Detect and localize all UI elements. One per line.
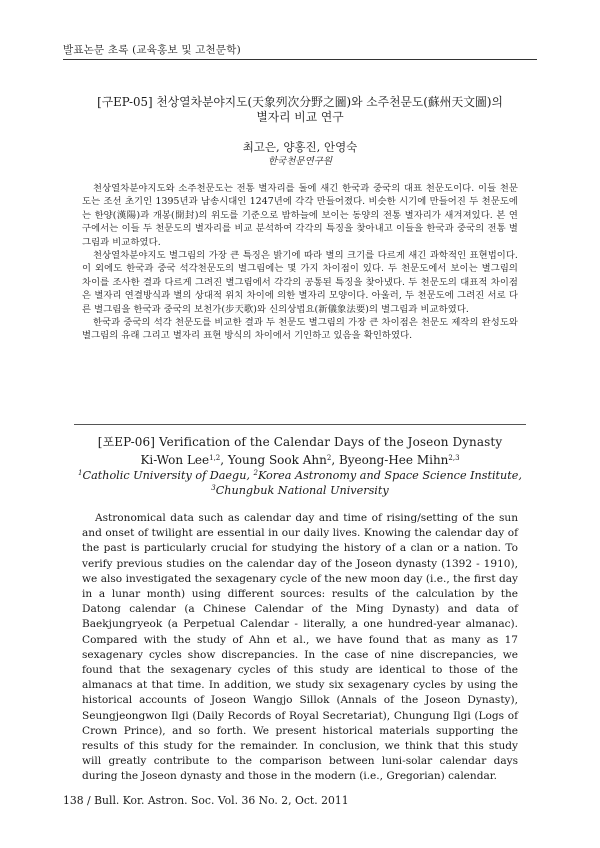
english-affiliations-line-2 xyxy=(70,484,530,497)
korean-abstract-body xyxy=(82,182,518,343)
page-footer: 138 / Bull. Kor. Astron. Soc. Vol. 36 No. 2, Oct. 2011 xyxy=(63,794,349,807)
korean-paragraph: 천상열차분야지도와 소주천문도는 전통 별자리를 돌에 새긴 한국과 중국의 대표 천문도이다. 이들 천문도는 조선 초기인 1395년과 남송시대인 1247년에 각각 만들어졌다. 비슷한 시기에 만들어진 두 천문도에는 한양(漢陽)과 개봉(開封)의 위도를 기준으로 밤하늘에 보이는 동양의 전통 별자리가 새겨져있다. 본 연구에서는 이들 두 천문도의 별자리를 비교 분석하여 각각의 특징을 찾아내고 이들을 한국과 중국의 전통 별그림과 비교하였다. xyxy=(82,183,518,248)
author-affil-mark: 2,3 xyxy=(448,454,460,462)
author-name: Young Sook Ahn xyxy=(227,453,327,467)
korean-paragraph: 천상열차분야지도 별그림의 가장 큰 특징은 밝기에 따라 별의 크기를 다르게 새긴 과학적인 표현법이다. 이 외에도 한국과 중국 석각천문도의 별그림에는 몇 가지 차이점이 있다. 두 천문도에서 보이는 별그림의 차이를 조사한 결과 다르게 그려진 별그림에서 각각의 공통된 특징을 찾아냈다. 두 천문도의 대표적 차이점은 별자리 연결방식과 별의 상대적 위치 차이에 의한 별자리 모양이다. 아울러, 두 천문도에 그려진 서로 다른 별그림을 한국과 중국의 보천가(步天歌)와 신의상법요(新儀象法要)의 별그림과 비교하였다. xyxy=(82,250,518,315)
korean-authors: 최고은, 양홍진, 안영숙 xyxy=(242,140,358,154)
korean-title-line-2: 별자리 비교 연구 xyxy=(256,110,344,124)
affiliation-name: Korea Astronomy and Space Science Institute, xyxy=(258,469,522,482)
english-authors: Ki-Won Lee$^{1,2}$, Young Sook Ahn$^2$, Byeong-Hee Mihn$^{2,3}$ xyxy=(140,453,460,467)
author-affil-mark: 1,2 xyxy=(209,454,221,462)
korean-paragraph: 한국과 중국의 석각 천문도를 비교한 결과 두 천문도 별그림의 가장 큰 차이점은 천문도 제작의 완성도와 별그림의 유래 그리고 별자리 표현 방식의 차이에서 기인하고 있음을 확인하였다. xyxy=(82,317,518,342)
english-abstract-body xyxy=(82,511,518,785)
english-paragraph: Astronomical data such as calendar day and time of rising/setting of the sun and onset of twilight are essential in our daily lives. Knowing the calendar day of the past is particularly crucial for studying the history of a clan or a nation. To verify previous studies on the calendar day of the Joseon dynasty (1392 - 1910), we also investigated the sexagenary cycle of the new moon day (i.e., the first day in a lunar month) using different sources: results of the calculation by the Datong calendar (a Chinese Calendar of the Ming Dynasty) and data of Baekjungryeok (a Perpetual Calendar - literally, a one hundred-year almanac). Compared with the study of Ahn et al., we have found that as many as 17 sexagenary cycles show discrepancies. In the case of nine discrepancies, we found that the sexagenary cycles of this study are identical to those of the almanacs at that time. In addition, we study six sexagenary cycles by using the historical accounts of Joseon Wangjo Sillok (Annals of the Joseon Dynasty), Seungjeongwon Ilgi (Daily Records of Royal Secretariat), Chungung Ilgi (Logs of Crown Prince), and so forth. We present historical materials supporting the results of this study for the remainder. In conclusion, we think that this study will greatly contribute to the comparison between luni-solar calendar days during the Joseon dynasty and those in the modern (i.e., Gregorian) calendar. xyxy=(82,512,518,783)
affil-mark: 3 xyxy=(211,484,216,492)
author-name: Byeong-Hee Mihn xyxy=(338,453,449,467)
english-affiliations-line-1 xyxy=(70,469,530,482)
affil-mark: 2 xyxy=(253,469,258,477)
english-title: [포EP-06] Verification of the Calendar Days of the Joseon Dynasty xyxy=(97,435,503,449)
header-rule xyxy=(63,59,537,60)
affiliation-name: Chungbuk National University xyxy=(215,484,389,497)
author-affil-mark: 2 xyxy=(326,454,332,462)
author-name: Ki-Won Lee xyxy=(140,453,210,467)
korean-affiliation: 한국천문연구원 xyxy=(267,156,333,167)
section-divider xyxy=(74,424,526,425)
korean-title-line-1: [구EP-05] 천상열차분야지도(天象列次分野之圖)와 소주천문도(蘇州天文圖)의 xyxy=(97,95,503,109)
affil-mark: 1 xyxy=(78,469,83,477)
running-header: 발표논문 초록 (교육홍보 및 고천문학) xyxy=(63,44,241,56)
affiliation-name: Catholic University of Daegu, xyxy=(82,469,250,482)
